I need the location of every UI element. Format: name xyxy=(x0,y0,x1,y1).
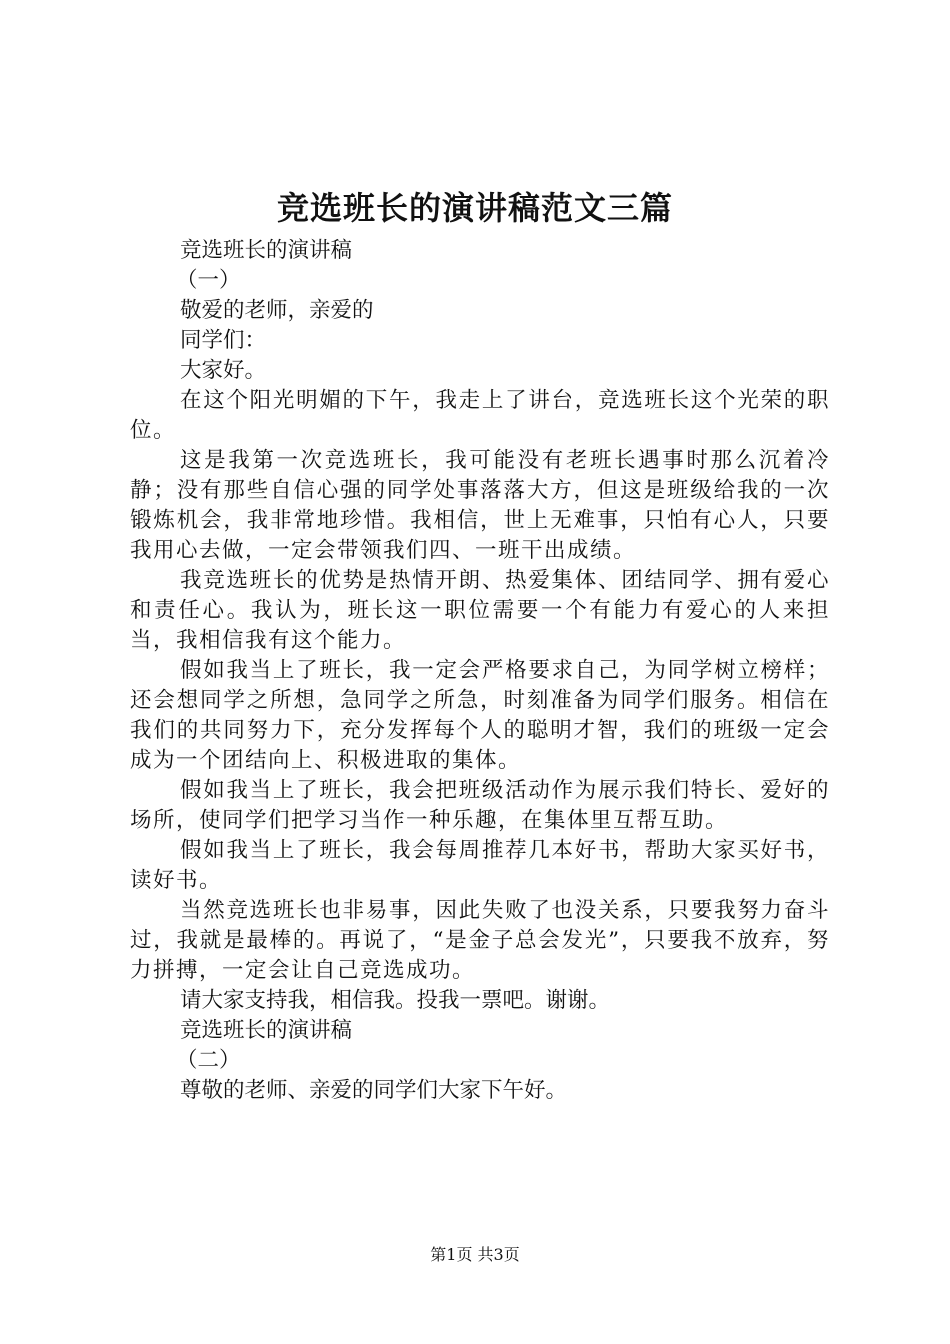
body-paragraph: 当然竞选班长也非易事，因此失败了也没关系，只要我努力奋斗过，我就是最棒的。再说了，“是金子总会发光”，只要我不放弃，努力拼搏，一定会让自己竞选成功。 xyxy=(130,898,830,983)
body-paragraph: 假如我当上了班长，我一定会严格要求自己，为同学树立榜样；还会想同学之所想，急同学之所急，时刻准备为同学们服务。相信在我们的共同努力下，充分发挥每个人的聪明才智，我们的班级一定会成为一个团结向上、积极进取的集体。 xyxy=(130,658,830,773)
greeting-line: 敬爱的老师，亲爱的 xyxy=(180,298,374,323)
body-paragraph: 这是我第一次竞选班长，我可能没有老班长遇事时那么沉着冷静；没有那些自信心强的同学处事落落大方，但这是班级给我的一次锻炼机会，我非常地珍惜。我相信，世上无难事，只怕有心人，只要我用心去做，一定会带领我们四、一班干出成绩。 xyxy=(130,448,830,563)
closing-line: 请大家支持我，相信我。投我一票吧。谢谢。 xyxy=(180,988,611,1013)
body-paragraph: 假如我当上了班长，我会每周推荐几本好书，帮助大家买好书，读好书。 xyxy=(130,838,830,893)
body-paragraph: 在这个阳光明媚的下午，我走上了讲台，竞选班长这个光荣的职位。 xyxy=(130,388,830,443)
section-heading: 竞选班长的演讲稿 xyxy=(180,1018,353,1043)
greeting-line: 同学们： xyxy=(180,328,267,353)
greeting-line: 尊敬的老师、亲爱的同学们大家下午好。 xyxy=(180,1078,568,1103)
body-paragraph: 假如我当上了班长，我会把班级活动作为展示我们特长、爱好的场所，使同学们把学习当作一种乐趣，在集体里互帮互助。 xyxy=(130,778,830,833)
section-heading: 竞选班长的演讲稿 xyxy=(180,238,353,263)
document-body xyxy=(130,236,830,1106)
greeting-line: 大家好。 xyxy=(180,358,267,383)
section-number: （一） xyxy=(176,268,241,293)
page-footer: 第1页 共3页 xyxy=(430,1245,520,1264)
document-title: 竞选班长的演讲稿范文三篇 xyxy=(276,189,673,227)
body-paragraph: 我竞选班长的优势是热情开朗、热爱集体、团结同学、拥有爱心和责任心。我认为，班长这一职位需要一个有能力有爱心的人来担当，我相信我有这个能力。 xyxy=(130,568,830,653)
section-number: （二） xyxy=(176,1048,241,1073)
